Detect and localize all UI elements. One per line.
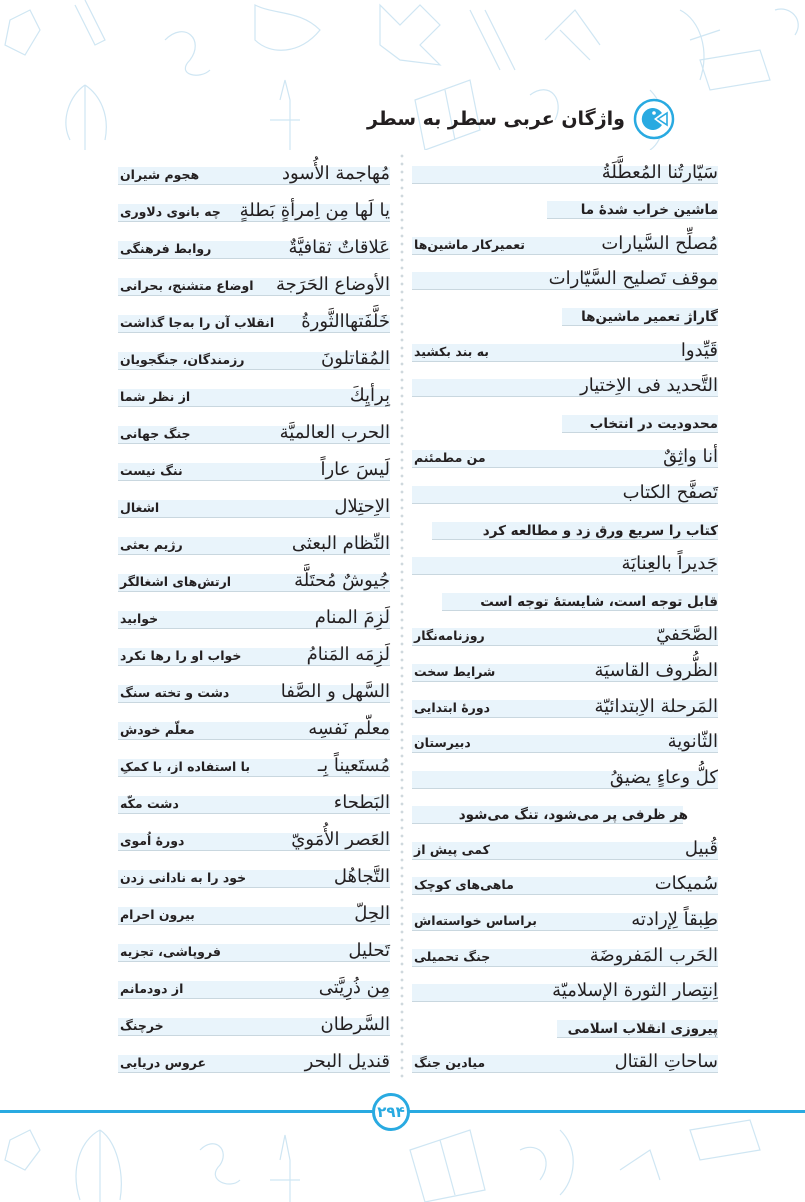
persian-meaning: کتاب را سریع ورق زد و مطالعه کرد: [482, 522, 718, 539]
arabic-term: موقف تَصليح السَّيّارات: [548, 268, 718, 290]
vocab-row: [118, 744, 390, 781]
arabic-term: قنديل البحر: [304, 1051, 390, 1072]
persian-meaning: از دودمانم: [120, 981, 184, 996]
persian-meaning: عروس دریایی: [120, 1055, 207, 1070]
column-divider: [400, 152, 404, 1082]
arabic-term: لَيسَ عاراً: [320, 459, 390, 480]
arabic-term: الأوضاع الحَرَجة: [275, 274, 390, 295]
vocab-row: [118, 485, 390, 522]
arabic-term: طِبقاً لِإرادته: [631, 909, 718, 931]
arabic-term: يا لَها مِن اِمرأةٍ بَطلةٍ: [239, 200, 390, 221]
vocab-row: [118, 781, 390, 818]
persian-meaning: رژیم بعثی: [120, 537, 183, 552]
vocab-row: [118, 189, 390, 226]
arabic-term: التَّجاهُل: [333, 866, 390, 887]
arabic-term: المُقاتلونَ: [321, 348, 390, 369]
arabic-term: عَلاقاتٌ ثقافيَّةٌ: [288, 237, 390, 258]
persian-meaning: معلّم خودش: [120, 722, 195, 737]
vocab-row: [412, 259, 718, 295]
arabic-term: جُيوشٌ مُحتَلَّة: [294, 570, 390, 591]
vocab-row: [412, 935, 718, 971]
vocab-row: [412, 579, 718, 615]
vocab-row: [118, 929, 390, 966]
persian-meaning: انقلاب آن را به‌جا گذاشت: [120, 315, 275, 330]
persian-meaning: خوابید: [120, 611, 159, 626]
vocab-row: [412, 330, 718, 366]
persian-meaning: اشغال: [120, 500, 160, 515]
persian-meaning: هجوم شیران: [120, 167, 200, 182]
persian-meaning: خود را به نادانی زدن: [120, 870, 247, 885]
arabic-term: سَيّارتُنا المُعطَّلَةُ: [601, 161, 718, 183]
vocab-row: [412, 686, 718, 722]
arabic-term: الحِلّ: [354, 903, 390, 924]
vocab-row: [412, 793, 718, 829]
vocab-row: [118, 337, 390, 374]
persian-meaning: دورهٔ ابتدایی: [414, 699, 491, 715]
persian-meaning: اوضاع متشنج، بحرانی: [120, 278, 254, 293]
vocab-row: [412, 1042, 718, 1078]
vocab-row: [412, 223, 718, 259]
arabic-term: العَصر الأُمَويّ: [291, 829, 390, 850]
persian-meaning: گاراژ تعمیر ماشین‌ها: [581, 308, 718, 325]
vocab-row: [118, 1003, 390, 1040]
vocab-row: [118, 670, 390, 707]
persian-meaning: من مطمئنم: [414, 450, 486, 466]
vocab-row: [118, 818, 390, 855]
persian-meaning: روابط فرهنگی: [120, 241, 212, 256]
vocab-row: [118, 966, 390, 1003]
arabic-term: البَطحاء: [333, 792, 390, 813]
vocab-column-left: [118, 152, 390, 1077]
vocab-row: [118, 892, 390, 929]
vocab-row: [412, 615, 718, 651]
persian-meaning: پیروزی انقلاب اسلامی: [567, 1020, 718, 1037]
arabic-term: الحَرب المَفروضَة: [589, 944, 718, 966]
arabic-term: مُصلِّح السَّيارات: [601, 232, 718, 254]
vocab-row: [412, 508, 718, 544]
vocab-row: [412, 188, 718, 224]
arabic-term: النِّظام البعثى: [291, 533, 390, 554]
arabic-term: كلُّ وعاءٍ يضيقُ: [609, 766, 718, 788]
persian-meaning: فروپاشی، تجزیه: [120, 944, 221, 959]
vocab-row: [412, 152, 718, 188]
vocab-row: [118, 448, 390, 485]
arabic-term: المَرحلة الاِبتدائيّة: [594, 695, 718, 717]
arabic-term: اِنتِصار الثورة الإسلاميّة: [552, 980, 718, 1002]
vocab-row: [118, 300, 390, 337]
vocab-row: [412, 971, 718, 1007]
persian-meaning: ماشین خراب شدهٔ ما: [580, 202, 718, 219]
vocab-row: [412, 294, 718, 330]
page-number: ۲۹۴: [372, 1093, 410, 1131]
persian-meaning: ماهی‌های کوچک: [414, 877, 514, 893]
vocab-row: [118, 596, 390, 633]
arabic-term: سُميكات: [654, 873, 718, 895]
vocab-row: [412, 650, 718, 686]
arabic-term: لَزِمَه المَنامُ: [306, 644, 390, 665]
persian-meaning: به بند بکشید: [414, 343, 489, 359]
vocab-row: [118, 633, 390, 670]
pacman-chat-icon: [633, 98, 675, 140]
vocab-row: [118, 707, 390, 744]
vocab-row: [412, 401, 718, 437]
persian-meaning: محدودیت در انتخاب: [589, 415, 718, 432]
arabic-term: تَحليل: [348, 940, 390, 961]
vocab-row: [118, 152, 390, 189]
persian-meaning: میادین جنگ: [414, 1055, 486, 1071]
persian-meaning: خواب او را رها نکرد: [120, 648, 242, 663]
arabic-term: الحرب العالميَّة: [279, 422, 390, 443]
vocab-row: [412, 757, 718, 793]
arabic-term: جَديراً بالعِنايَة: [621, 553, 718, 575]
vocab-row: [118, 855, 390, 892]
arabic-term: السَّرطان: [320, 1014, 390, 1035]
persian-meaning: قابل توجه است، شایستهٔ توجه است: [480, 593, 718, 610]
arabic-term: لَزِمَ المنام: [314, 607, 390, 628]
persian-meaning: شرایط سخت: [414, 663, 496, 679]
arabic-term: مُستَعيناً بِـ: [317, 755, 390, 776]
section-header: [367, 96, 675, 142]
persian-meaning: از نظر شما: [120, 389, 191, 404]
persian-meaning: ارتش‌های اشغالگر: [120, 574, 232, 589]
arabic-term: الثّانوية: [667, 731, 718, 753]
arabic-term: التَّحديد فى الاِختيار: [580, 375, 718, 397]
vocab-row: [412, 899, 718, 935]
section-title: واژگان عربی سطر به سطر: [367, 108, 625, 130]
persian-meaning: ننگ نیست: [120, 463, 183, 478]
persian-meaning: بیرون احرام: [120, 907, 195, 922]
persian-meaning: روزنامه‌نگار: [414, 628, 485, 644]
arabic-term: مُهاجمة الأُسود: [282, 163, 390, 184]
vocab-row: [118, 263, 390, 300]
persian-meaning: با استفاده از، با کمکِ: [120, 759, 251, 774]
vocab-row: [118, 374, 390, 411]
arabic-term: خَلَّفَتهاالثَّورةُ: [301, 311, 390, 332]
arabic-term: ساحاتِ القتال: [614, 1051, 718, 1073]
persian-meaning: براساس خواسته‌اش: [414, 913, 537, 929]
vocab-row: [412, 437, 718, 473]
vocab-row: [412, 544, 718, 580]
persian-meaning: هر ظرفی پر می‌شود، تنگ می‌شود: [458, 807, 688, 824]
vocab-row: [118, 522, 390, 559]
vocab-column-right: [412, 152, 718, 1077]
persian-meaning: دبیرستان: [414, 735, 471, 751]
vocab-row: [412, 722, 718, 758]
persian-meaning: کمی پیش از: [414, 841, 490, 857]
arabic-term: الاِحتِلال: [334, 496, 390, 517]
arabic-term: قُبيل: [684, 837, 718, 859]
vocab-row: [412, 828, 718, 864]
vocab-row: [118, 226, 390, 263]
persian-meaning: تعمیرکار ماشین‌ها: [414, 236, 525, 252]
persian-meaning: دورهٔ اُموی: [120, 833, 185, 848]
persian-meaning: جنگ تحمیلی: [414, 948, 491, 964]
vocab-row: [412, 472, 718, 508]
persian-meaning: جنگ جهانی: [120, 426, 191, 441]
vocab-row: [118, 1040, 390, 1077]
persian-meaning: رزمندگان، جنگجویان: [120, 352, 245, 367]
arabic-term: مِن ذُرِيَّتى: [318, 977, 390, 998]
vocab-row: [412, 366, 718, 402]
arabic-term: السَّهل و الصَّفا: [280, 681, 390, 702]
arabic-term: قَيِّدوا: [680, 339, 718, 361]
vocab-row: [412, 1006, 718, 1042]
persian-meaning: دشت مکّه: [120, 796, 179, 811]
vocab-row: [118, 559, 390, 596]
arabic-term: الظُّروف القاسيَة: [594, 659, 718, 681]
arabic-term: بِرأيِكَ: [349, 385, 390, 406]
arabic-term: معلّم نَفسِه: [308, 718, 390, 739]
vocab-row: [118, 411, 390, 448]
arabic-term: أنا واثِقٌ: [663, 446, 718, 468]
persian-meaning: چه بانوی دلاوری: [120, 204, 221, 219]
vocab-row: [412, 864, 718, 900]
arabic-term: تَصفَّح الكتاب: [622, 481, 718, 503]
arabic-term: الصَّحَفيّ: [656, 624, 718, 646]
persian-meaning: خرچنگ: [120, 1018, 164, 1033]
persian-meaning: دشت و تخته سنگ: [120, 685, 230, 700]
